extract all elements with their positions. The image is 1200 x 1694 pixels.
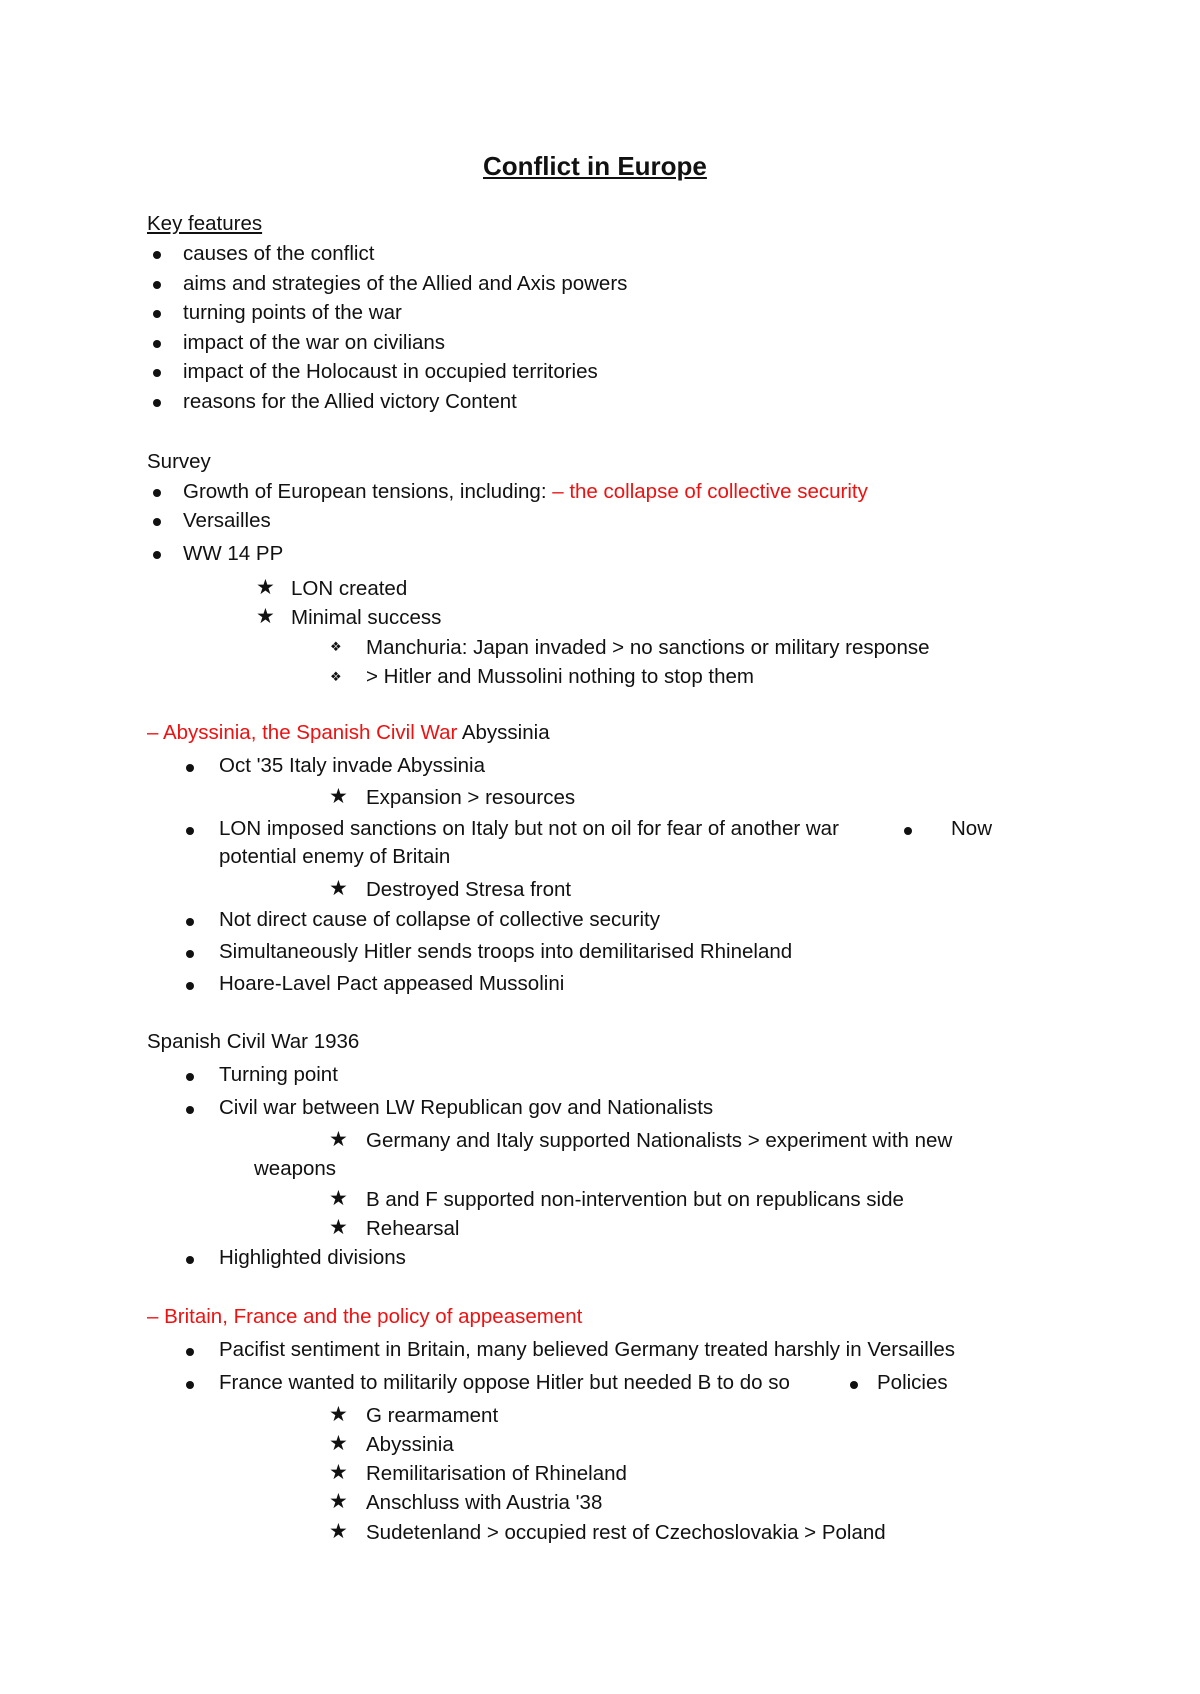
appeasement-heading: – Britain, France and the policy of appeasement <box>147 1305 583 1328</box>
list-item-continuation: potential enemy of Britain <box>219 845 451 868</box>
bullet-icon <box>153 518 161 526</box>
diamond-bullet-icon: ❖ <box>330 670 342 685</box>
bullet-icon <box>186 764 194 772</box>
list-item: causes of the conflict <box>183 242 375 265</box>
list-item: WW 14 PP <box>183 542 284 565</box>
star-icon: ★ <box>256 575 275 599</box>
survey-item-highlight: – the collapse of collective security <box>552 480 868 503</box>
sub-item: Destroyed Stresa front <box>366 878 572 901</box>
list-item: turning points of the war <box>183 301 402 324</box>
star-icon: ★ <box>329 1460 348 1484</box>
bullet-icon <box>153 551 161 559</box>
sub-item: Expansion > resources <box>366 786 576 809</box>
star-icon: ★ <box>329 1519 348 1543</box>
bullet-icon <box>850 1381 858 1389</box>
abyssinia-heading-rest: Abyssinia <box>457 721 550 744</box>
list-item: Policies <box>877 1371 948 1394</box>
sub-item: Abyssinia <box>366 1433 454 1456</box>
bullet-icon <box>186 1381 194 1389</box>
star-icon: ★ <box>329 1431 348 1455</box>
list-item: France wanted to militarily oppose Hitler but needed B to do so <box>219 1371 790 1394</box>
list-item: Highlighted divisions <box>219 1246 406 1269</box>
star-icon: ★ <box>329 1402 348 1426</box>
bullet-icon <box>904 827 912 835</box>
list-item: Now <box>951 817 993 840</box>
bullet-icon <box>153 489 161 497</box>
list-item: Hoare-Lavel Pact appeased Mussolini <box>219 972 565 995</box>
sub-item: Germany and Italy supported Nationalists > experiment with new <box>366 1129 953 1152</box>
star-icon: ★ <box>329 1215 348 1239</box>
bullet-icon <box>153 369 161 377</box>
list-item <box>183 480 868 505</box>
list-item: LON imposed sanctions on Italy but not on oil for fear of another war <box>219 817 839 840</box>
bullet-icon <box>186 827 194 835</box>
list-item: reasons for the Allied victory Content <box>183 390 517 413</box>
diamond-bullet-icon: ❖ <box>330 640 342 655</box>
star-icon: ★ <box>329 1186 348 1210</box>
survey-heading: Survey <box>147 450 211 473</box>
bullet-icon <box>186 1073 194 1081</box>
abyssinia-heading-highlight: – Abyssinia, the Spanish Civil War <box>147 721 458 744</box>
sub-item: LON created <box>291 577 408 600</box>
list-item: Not direct cause of collapse of collective security <box>219 908 660 931</box>
sub-sub-item: Manchuria: Japan invaded > no sanctions or military response <box>366 636 930 659</box>
key-features-heading: Key features <box>147 212 263 235</box>
sub-item: Sudetenland > occupied rest of Czechoslovakia > Poland <box>366 1521 886 1544</box>
sub-item: B and F supported non-intervention but on republicans side <box>366 1188 904 1211</box>
bullet-icon <box>186 982 194 990</box>
list-item: aims and strategies of the Allied and Axis powers <box>183 272 628 295</box>
list-item: Oct '35 Italy invade Abyssinia <box>219 754 485 777</box>
star-icon: ★ <box>256 604 275 628</box>
list-item: Pacifist sentiment in Britain, many believed Germany treated harshly in Versailles <box>219 1338 956 1361</box>
page-title: Conflict in Europe <box>483 151 707 181</box>
bullet-icon <box>153 310 161 318</box>
sub-item: Remilitarisation of Rhineland <box>366 1462 627 1485</box>
bullet-icon <box>186 1106 194 1114</box>
sub-item: Rehearsal <box>366 1217 460 1240</box>
bullet-icon <box>186 1256 194 1264</box>
list-item: impact of the Holocaust in occupied territories <box>183 360 598 383</box>
list-item: impact of the war on civilians <box>183 331 446 354</box>
list-item: Turning point <box>219 1063 338 1086</box>
list-item: Versailles <box>183 509 271 532</box>
list-item: Simultaneously Hitler sends troops into demilitarised Rhineland <box>219 940 793 963</box>
sub-item: Minimal success <box>291 606 442 629</box>
abyssinia-heading <box>147 721 550 746</box>
spanish-heading: Spanish Civil War 1936 <box>147 1030 360 1053</box>
star-icon: ★ <box>329 1127 348 1151</box>
star-icon: ★ <box>329 784 348 808</box>
star-icon: ★ <box>329 876 348 900</box>
star-icon: ★ <box>329 1489 348 1513</box>
sub-item-continuation: weapons <box>254 1157 337 1180</box>
survey-item-text: Growth of European tensions, including: <box>183 480 553 503</box>
bullet-icon <box>153 251 161 259</box>
sub-sub-item: > Hitler and Mussolini nothing to stop them <box>366 665 754 688</box>
bullet-icon <box>186 918 194 926</box>
bullet-icon <box>153 399 161 407</box>
bullet-icon <box>186 1348 194 1356</box>
sub-item: Anschluss with Austria '38 <box>366 1491 603 1514</box>
sub-item: G rearmament <box>366 1404 499 1427</box>
list-item: Civil war between LW Republican gov and Nationalists <box>219 1096 714 1119</box>
bullet-icon <box>186 950 194 958</box>
bullet-icon <box>153 340 161 348</box>
bullet-icon <box>153 281 161 289</box>
